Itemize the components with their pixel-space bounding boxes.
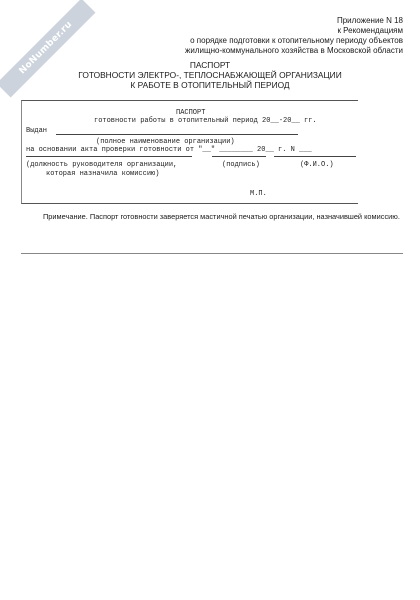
form-position-hint: (должность руководителя организации, — [26, 161, 178, 169]
appendix-number: Приложение N 18 — [336, 16, 403, 25]
title-line-2: ГОТОВНОСТИ ЭЛЕКТРО-, ТЕПЛОСНАБЖАЮЩЕЙ ОРГАНИЗАЦИИ — [78, 70, 342, 80]
footnote: Примечание. Паспорт готовности заверяется мастичной печатью организации, назначившей комиссию. — [43, 212, 400, 221]
bottom-divider — [21, 253, 403, 254]
watermark-logo: NoNumber.ru — [0, 0, 95, 97]
form-readiness-line: готовности работы в отопительный период 20__-20__ гг. — [94, 117, 317, 125]
appendix-reference: к Рекомендациям — [337, 26, 403, 35]
appendix-header — [103, 16, 403, 56]
form-stamp-mark: М.П. — [250, 190, 267, 198]
form-org-hint: (полное наименование организации) — [96, 138, 235, 146]
document-title — [0, 60, 420, 90]
appendix-subject: о порядке подготовки к отопительному периоду объектов — [190, 36, 403, 45]
form-signature-hint: (подпись) — [222, 161, 260, 169]
form-fio-hint: (Ф.И.О.) — [300, 161, 334, 169]
form-basis-line: на основании акта проверки готовности от "__" ________ 20__ г. N ___ — [26, 146, 312, 154]
appendix-region: жилищно-коммунального хозяйства в Московской области — [185, 46, 403, 55]
passport-form — [21, 100, 358, 204]
form-heading: ПАСПОРТ — [176, 109, 206, 117]
title-line-3: К РАБОТЕ В ОТОПИТЕЛЬНЫЙ ПЕРИОД — [130, 80, 290, 90]
form-commission-hint: которая назначила комиссию) — [46, 170, 160, 178]
form-issued-label: Выдан — [26, 127, 48, 135]
position-field[interactable] — [26, 156, 192, 157]
org-name-field[interactable] — [56, 134, 298, 135]
title-line-1: ПАСПОРТ — [189, 60, 231, 70]
fio-field[interactable] — [274, 156, 356, 157]
signature-field[interactable] — [212, 156, 266, 157]
